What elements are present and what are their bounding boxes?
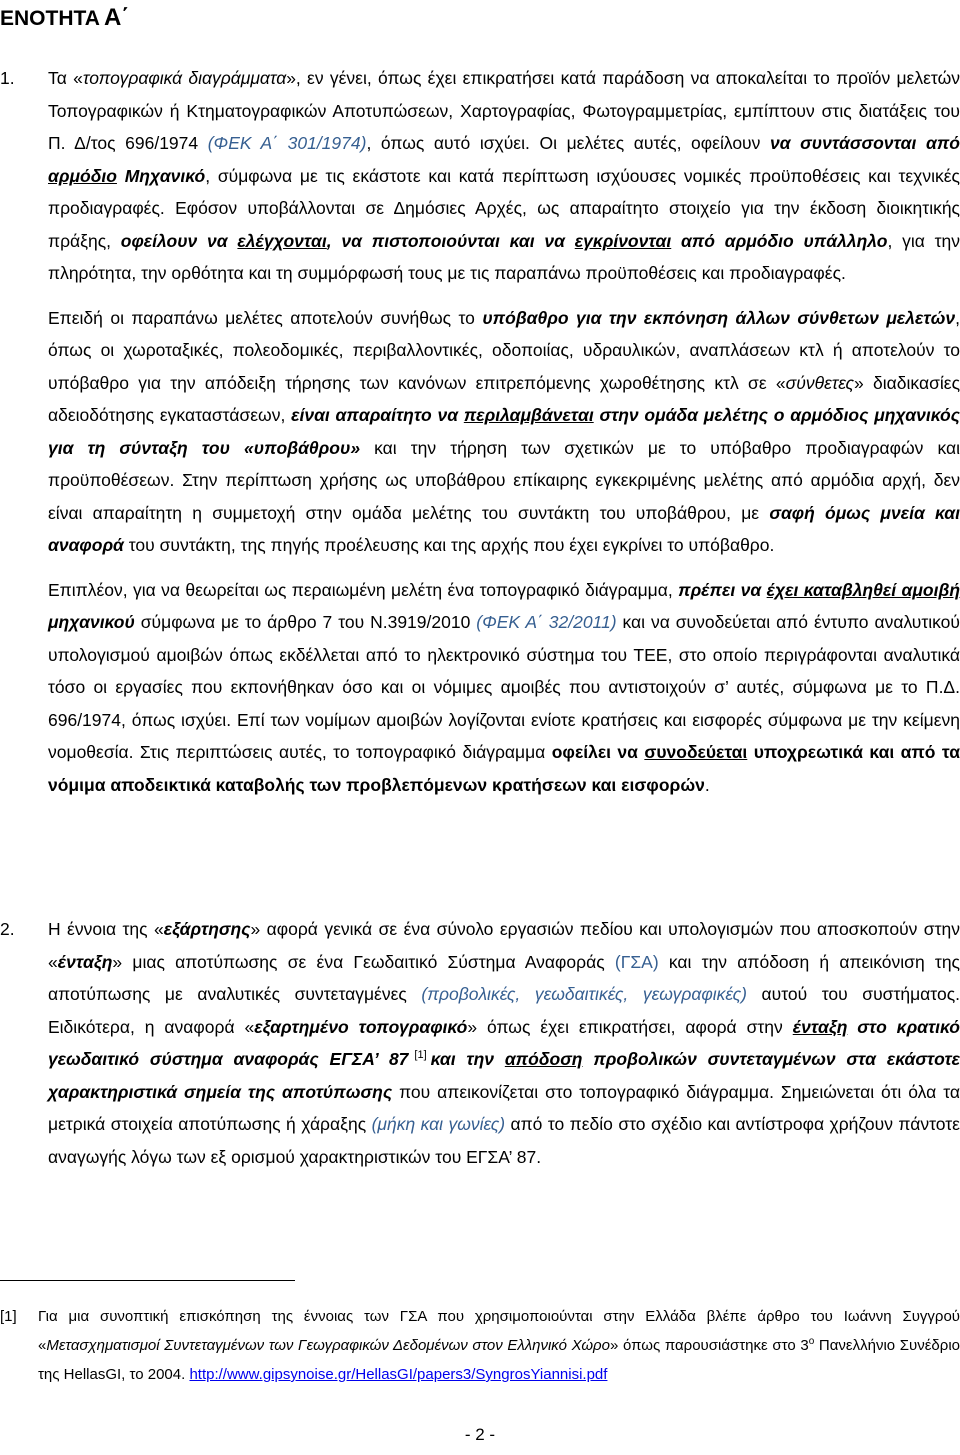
footnote-1	[0, 1302, 960, 1389]
emphasis: στο κρατικό γεωδαιτικό σύστημα αναφοράς ΕΓΣΑ’ 87	[48, 1016, 960, 1069]
text: Επιπλέον, για να θεωρείται ως περαιωμένη μελέτη ένα τοπογραφικό διάγραμμα,	[48, 579, 679, 600]
text: , σύμφωνα με τις εκάστοτε και κατά περίπτωση ισχύουσες νομικές προϋποθέσεις και τεχνικές προδιαγραφές. Εφόσον υποβάλλονται σε Δημόσιες Αρχές, ως απαραίτητο στοιχείο για την έκδοση διοικητικής πράξης,	[48, 165, 960, 251]
emphasis: εξάρτησης	[163, 919, 251, 939]
item-1	[0, 62, 960, 801]
emphasis-underlined: εγκρίνονται	[574, 230, 672, 251]
emphasis-underlined: περιλαμβάνεται	[463, 405, 594, 425]
text: , όπως οι χωροταξικές, πολεοδομικές, περιβαλλοντικές, οδοποιίας, υδραυλικών, αναπλάσεων κτλ ή αποτελούν το υπόβαθρο για την απόδειξη τήρησης των κανόνων επιτρεπόμενης χωροθέτησης κτλ σε «	[48, 307, 960, 393]
section-heading	[0, 4, 129, 32]
text: .	[704, 774, 710, 795]
emphasis: Μηχανικό	[116, 165, 206, 186]
text: » αφορά γενικά σε ένα σύνολο εργασιών πεδίου και υπολογισμών που αποσκοπούν στην «	[48, 919, 960, 972]
emphasis: από αρμόδιο υπάλληλο	[671, 230, 888, 251]
emphasis: εξαρτημένο τοπογραφικό	[254, 1016, 468, 1037]
text: αυτού του συστήματος. Ειδικότερα, η αναφορά «	[48, 984, 960, 1037]
text: », εν γένει, όπως έχει επικρατήσει κατά παράδοση να αποκαλείται το προϊόν μελετών Τοπογραφικών ή Κτηματογραφικών Αποτυπώσεων, Χαρτογραφίας, Φωτογραμμετρίας, εμπίπτουν στις διατάξεις του Π. Δ/τος 696/1974	[48, 68, 960, 153]
emphasis-underlined: ένταξη	[792, 1016, 848, 1037]
ordinal-superscript: ο	[808, 1336, 815, 1347]
footnote-link[interactable]: http://www.gipsynoise.gr/HellasGI/papers3/SyngrosYiannisi.pdf	[189, 1366, 608, 1383]
term-italic: σύνθετες	[785, 372, 855, 393]
text: Για μια συνοπτική επισκόπηση της έννοιας των ΓΣΑ που χρησιμοποιούνται στην Ελλάδα βλέπε άρθρο του Ιωάννη Συγγρού «	[38, 1308, 960, 1354]
item-2-number: 2.	[0, 919, 15, 939]
emphasis: σαφή όμως μνεία και αναφορά	[48, 502, 960, 555]
emphasis: να συντάσσονται από	[769, 133, 960, 153]
law-reference: (ΦΕΚ Α΄ 32/2011)	[476, 612, 617, 632]
emphasis-underlined: ελέγχονται	[237, 230, 327, 251]
text: από το πεδίο στο σχέδιο και αντίστροφα χρήζουν πάντοτε αναγωγής λόγω των εξ ορισμού χαρακτηριστικών του ΕΓΣΑ’ 87.	[48, 1114, 960, 1167]
text: και να συνοδεύεται από έντυπο αναλυτικού υπολογισμού αμοιβών όπως εκδέλλεται από το ηλεκτρονικό σύστημα του ΤΕΕ, στο οποίο περιγράφονται αναλυτικά τόσο οι εργασίες που εκπονήθηκαν όσο και οι νόμιμες αμοιβές που αντιστοιχούν σ’ αυτές, σύμφωνα με το Π.Δ. 696/1974, όπως ισχύει. Επί των νομίμων αμοιβών λογίζονται ενίοτε κρατήσεις και εισφορές σύμφωνα με την κείμενη νομοθεσία. Στις περιπτώσεις αυτές, το τοπογραφικό διάγραμμα	[48, 612, 960, 762]
emphasis-bold-underlined: συνοδεύεται	[644, 742, 748, 762]
text: » μιας αποτύπωσης σε ένα Γεωδαιτικό Σύστημα Αναφοράς	[112, 951, 615, 972]
article-title: Μετασχηματισμοί Συντεταγμένων των Γεωγραφικών Δεδομένων στον Ελληνικό Χώρο	[46, 1337, 610, 1354]
emphasis: και την	[430, 1049, 505, 1069]
item-2	[0, 913, 960, 1173]
term-italic: τοπογραφικά διαγράμματα	[82, 68, 287, 88]
text: Πανελλήνιο Συνέδριο της HellasGI, το 2004.	[38, 1337, 960, 1383]
text: , όπως αυτό ισχύει. Οι μελέτες αυτές, οφείλουν	[366, 133, 770, 153]
emphasis: οφείλουν να	[120, 230, 238, 251]
page-number: - 2 -	[464, 1425, 496, 1444]
emphasis: ένταξη	[57, 951, 113, 972]
emphasis-underlined: έχει καταβληθεί αμοιβή	[766, 579, 960, 600]
text: που απεικονίζεται στο τοπογραφικό διάγραμμα. Σημειώνεται ότι όλα τα μετρικά στοιχεία αποτύπωσης ή χάραξης	[48, 1081, 960, 1134]
item-1-paragraph-2	[48, 302, 960, 562]
item-1-paragraph-1	[48, 62, 960, 290]
text: Τα «	[48, 68, 83, 88]
emphasis: , να πιστοποιούνται και να	[326, 230, 575, 251]
text: » όπως παρουσιάστηκε στο 3	[609, 1337, 809, 1354]
text: του συντάκτη, της πηγής προέλευσης και της αρχής που έχει εγκρίνει το υπόβαθρο.	[123, 535, 775, 555]
section-heading-label: ΕΝΟΤΗΤΑ	[0, 7, 100, 30]
footnote-separator	[0, 1280, 295, 1281]
text: » διαδικασίες αδειοδότησης εγκαταστάσεων,	[48, 372, 960, 425]
text: , για την πληρότητα, την ορθότητα και τη συμμόρφωσή τους με τις παραπάνω προϋποθέσεις και προδιαγραφές.	[48, 230, 960, 283]
emphasis: υπόβαθρο για την εκπόνηση άλλων σύνθετων μελετών	[482, 307, 956, 328]
emphasis-bold: οφείλει να	[551, 742, 645, 762]
item-2-paragraph-1	[48, 913, 960, 1173]
text: και την απόδοση ή απεικόνιση της αποτύπωσης με αναλυτικές συντεταγμένες	[48, 951, 960, 1004]
law-reference: (ΦΕΚ Α΄ 301/1974)	[207, 133, 367, 153]
text: Επειδή οι παραπάνω μελέτες αποτελούν συνήθως το	[48, 307, 483, 328]
emphasis: προβολικών συντεταγμένων στα εκάστοτε χαρακτηριστικά σημεία της αποτύπωσης	[48, 1049, 960, 1102]
emphasis-bold: υποχρεωτικά και από τα νόμιμα αποδεικτικά καταβολής των προβλεπόμενων κρατήσεων και εισφορών	[48, 742, 960, 795]
emphasis: μηχανικού	[48, 612, 135, 632]
emphasis-underlined: αρμόδιο	[48, 165, 117, 186]
text: σύμφωνα με το άρθρο 7 του Ν.3919/2010	[134, 612, 477, 632]
item-1-paragraph-3	[48, 574, 960, 802]
text: » όπως έχει επικρατήσει, αφορά στην	[467, 1016, 793, 1037]
section-heading-letter: Α΄	[103, 4, 130, 31]
emphasis: πρέπει να	[678, 579, 767, 600]
footnote-mark: [1]	[0, 1308, 17, 1325]
item-1-number: 1.	[0, 68, 15, 88]
footnote-reference[interactable]: [1]	[414, 1049, 427, 1062]
text: Η έννοια της «	[48, 919, 164, 939]
emphasis: είναι απαραίτητο να	[291, 405, 464, 425]
emphasis-underlined: απόδοση	[504, 1049, 583, 1069]
coordinate-types: (προβολικές, γεωδαιτικές, γεωγραφικές)	[421, 984, 747, 1004]
abbreviation: (ΓΣΑ)	[614, 951, 659, 972]
text: και την τήρηση των σχετικών με το υπόβαθρο προδιαγραφών και προϋποθέσεων. Στην περίπτωση χρήσης ως υποβάθρου επίκαιρης εγκεκριμένης μελέτης από αρμόδια αρχή, δεν είναι απαραίτητη η συμμετοχή στην ομάδα μελέτης του συντάκτη του υποβάθρου, με	[48, 437, 960, 523]
emphasis: στην ομάδα μελέτης ο αρμόδιος μηχανικός για τη σύνταξη του «υποβάθρου»	[48, 405, 960, 458]
measurement-types: (μήκη και γωνίες)	[371, 1114, 506, 1134]
